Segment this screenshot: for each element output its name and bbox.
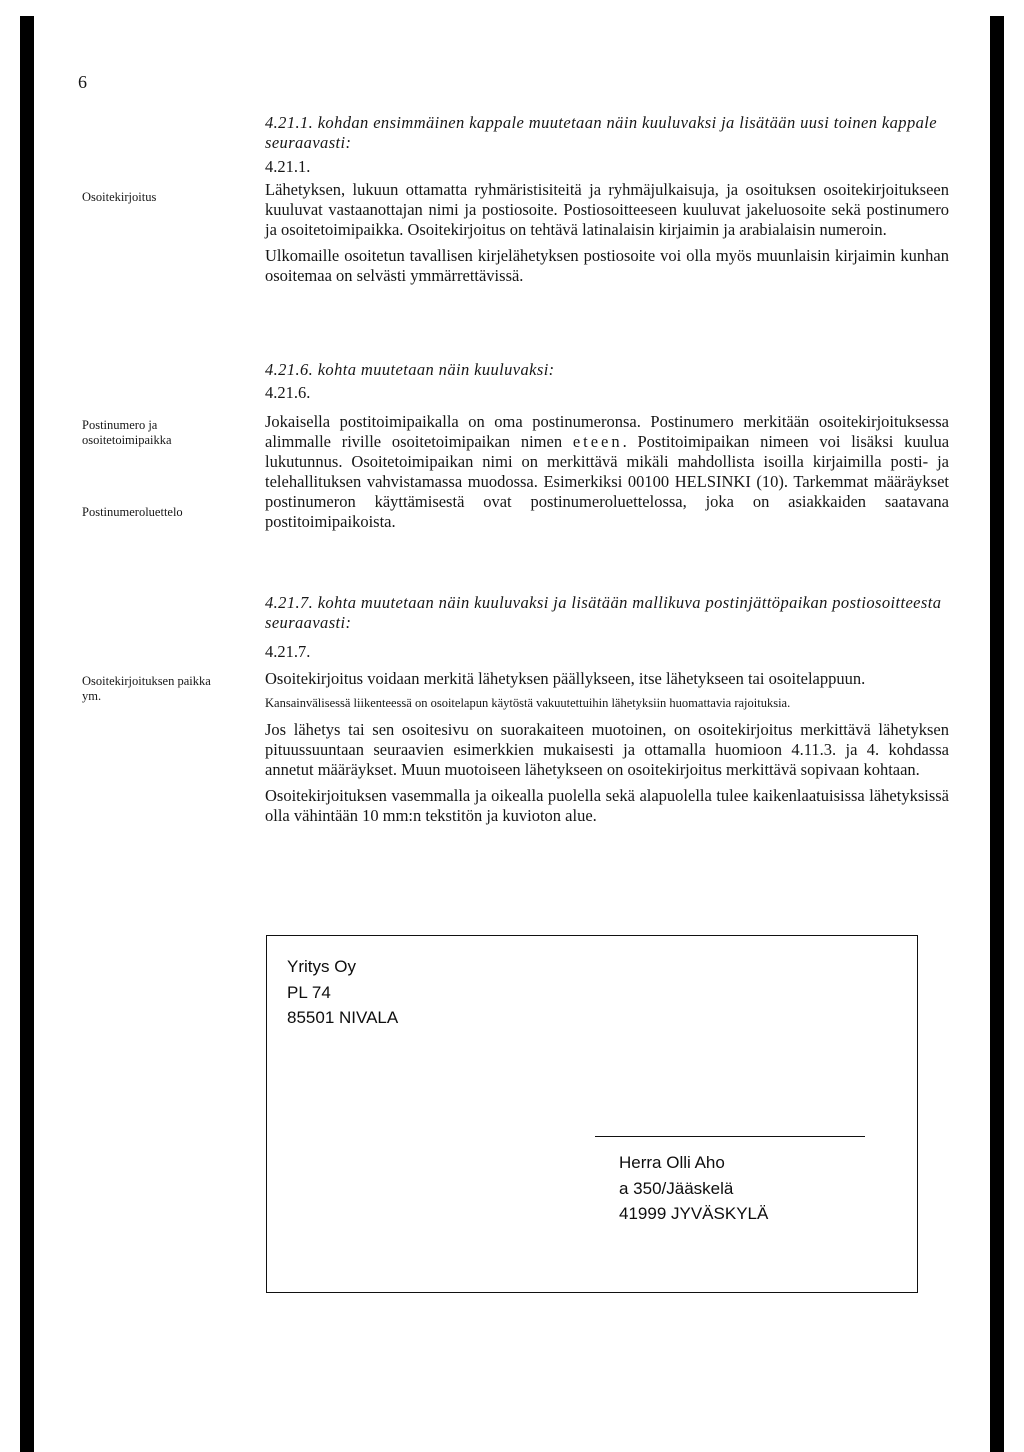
recipient-line: Herra Olli Aho — [619, 1153, 725, 1172]
margin-note-osoitekirjoitus: Osoitekirjoitus — [82, 190, 157, 204]
recipient-line: 41999 JYVÄSKYLÄ — [619, 1204, 769, 1223]
margin-note-postinumeroluettelo: Postinumeroluettelo — [82, 505, 183, 519]
recipient-address — [619, 1150, 768, 1227]
section-heading: 4.21.6. kohta muutetaan näin kuuluvaksi: — [265, 360, 555, 379]
paragraph: Ulkomaille osoitetun tavallisen kirjelähetyksen postiosoite voi olla myös muunlaisin kirjaimin kunhan osoitemaa on selvästi ymmärrettävissä. — [265, 246, 949, 285]
paragraph: Lähetyksen, lukuun ottamatta ryhmäristisiteitä ja ryhmäjulkaisuja, ja osoituksen osoitekirjoitukseen kuuluvat vastaanottajan nimi ja postiosoite. Postiosoitteeseen kuuluvat jakeluosoite sekä postinumero ja osoitetoimipaikka. Osoitekirjoitus on tehtävä latinalaisin kirjaimin ja arabialaisin numeroin. — [265, 180, 949, 239]
sender-line: Yritys Oy — [287, 957, 356, 976]
address-divider — [595, 1136, 865, 1137]
small-note: Kansainvälisessä liikenteessä on osoitelapun käytöstä vakuutettuihin lähetyksiin huomattavia rajoituksia. — [265, 696, 791, 710]
paragraph-text: . Postitoimipaikan nimeen voi lisäksi kuulua lukutunnus. Osoitetoimipaikan nimi on merkittävä mikäli mahdollista isoilla kirjaimilla posti- ja telehallituksen vahvistamassa muodossa. Esimerkiksi 00100 HELSINKI (10). Tarkemmat määräykset postinumeron käyttämisestä ovat postinumeroluettelossa, joka on asiakkaiden saatavana postitoimipaikoista. — [265, 432, 950, 531]
section-number: 4.21.7. — [265, 642, 311, 661]
right-scan-edge — [990, 16, 1004, 1452]
margin-note-postinumero: Postinumero ja osoitetoimipaikka — [82, 418, 172, 447]
page-number: 6 — [78, 72, 87, 92]
paragraph-text: Jokaisella postitoimipaikalla on oma postinumeronsa. Postinumero merkitään osoitekirjoituksessa alimmalle riville osoitetoimipaikan nimen — [265, 412, 949, 451]
paragraph — [265, 412, 949, 532]
paragraph: Jos lähetys tai sen osoitesivu on suorakaiteen muotoinen, on osoitekirjoitus merkittävä lähetyksen pituussuuntaan seuraavien esimerkkien mukaisesti ja ottamalla huomioon 4.11.3. ja 4. kohdassa annetut määräykset. Muun muotoiseen lähetykseen on osoitekirjoitus merkittävä sopivaan kohtaan. — [265, 720, 949, 779]
section-number: 4.21.6. — [265, 383, 311, 402]
margin-note-osoitekirjoituksen-paikka: Osoitekirjoituksen paikka ym. — [82, 674, 211, 703]
paragraph: Osoitekirjoituksen vasemmalla ja oikealla puolella sekä alapuolella tulee kaikenlaatuisissa lähetyksissä olla vähintään 10 mm:n tekstitön ja kuvioton alue. — [265, 786, 949, 825]
section-4-21-7 — [265, 593, 949, 826]
section-4-21-1 — [265, 113, 949, 286]
sender-line: PL 74 — [287, 982, 331, 1002]
recipient-line: a 350/Jääskelä — [619, 1178, 734, 1198]
sender-address — [287, 954, 398, 1031]
section-heading: 4.21.1. kohdan ensimmäinen kappale muutetaan näin kuuluvaksi ja lisätään uusi toinen kappale seuraavasti: — [265, 113, 937, 152]
sender-line: 85501 NIVALA — [287, 1008, 399, 1027]
section-heading: 4.21.7. kohta muutetaan näin kuuluvaksi ja lisätään mallikuva postinjättöpaikan postiosoitteesta seuraavasti: — [265, 593, 942, 632]
left-scan-edge — [20, 16, 34, 1452]
paragraph: Osoitekirjoitus voidaan merkitä lähetyksen päällykseen, itse lähetykseen tai osoitelappuun. — [265, 669, 866, 688]
section-number: 4.21.1. — [265, 157, 311, 176]
spaced-word: eteen — [572, 432, 623, 451]
section-4-21-6 — [265, 360, 949, 532]
envelope-example — [266, 935, 918, 1293]
